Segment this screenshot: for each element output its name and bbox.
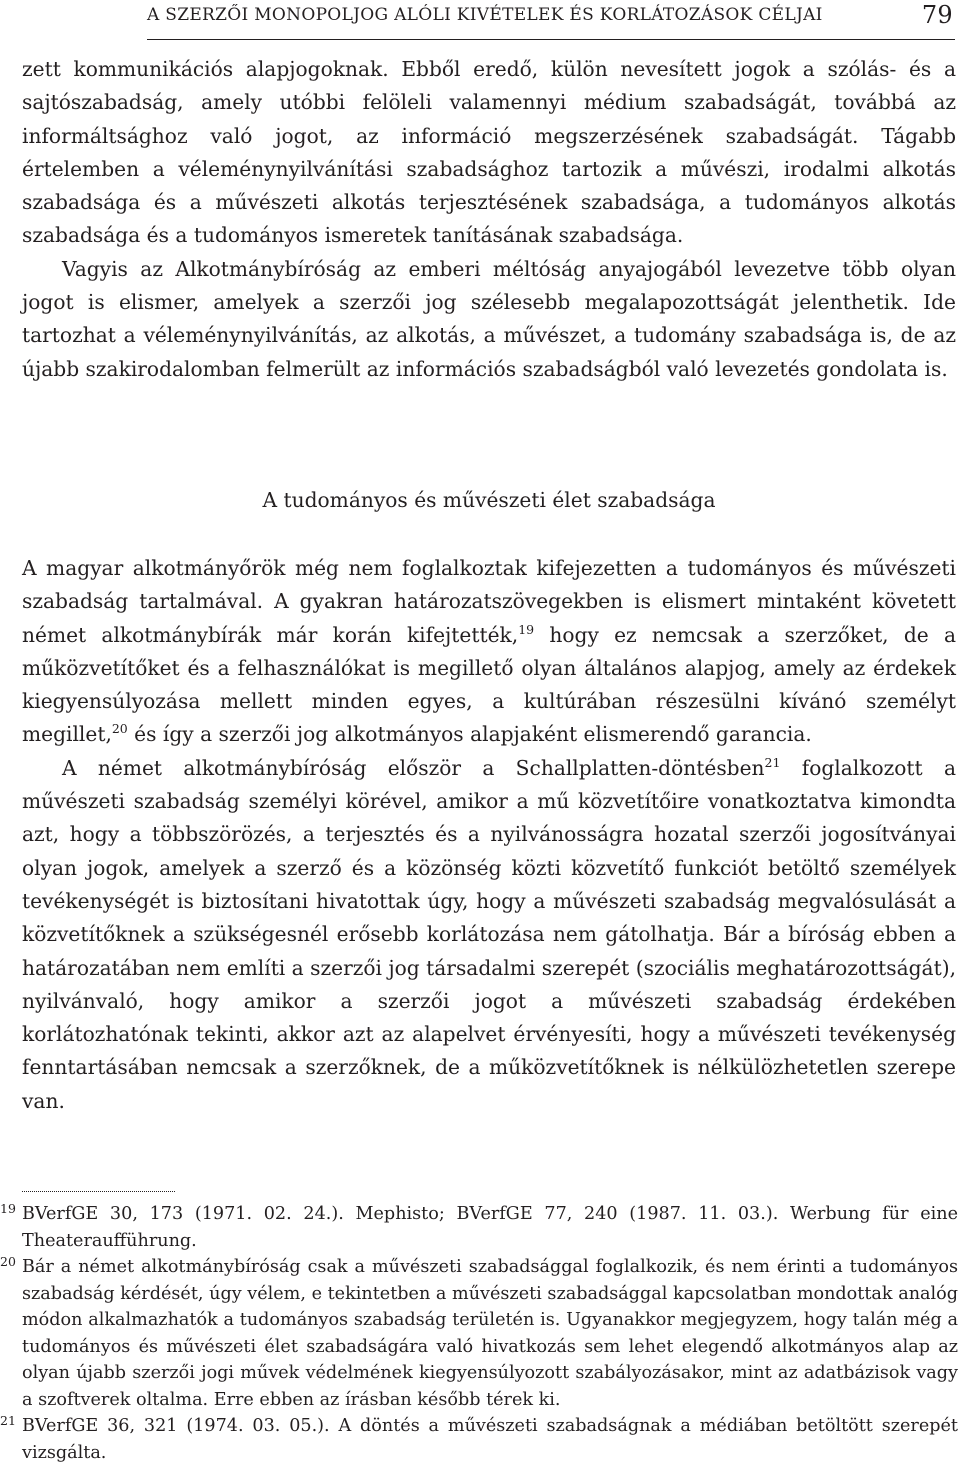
footnote-number: 19 <box>0 1201 16 1216</box>
footnote-text: Bár a német alkotmánybíróság csak a művészeti szabadsággal foglalkozik, és nem érinti a tudományos szabadság kérdését, úgy vélem, e tekintetben a művészeti szabadsággal kapcsolatban mondottak analóg módon alkalmazhatók a tudományos szabadság területén is. Ugyanakkor megjegyzem, hogy talán még a tudományos és művészeti élet szabadságára való hivatkozás sem lehet elegendő alkotmányos alap az olyan újabb szerzői jogi művek védelmének kiegyensúlyozott szabályozásakor, mint az adatbázisok vagy a szoftverek oltalma. Erre ebben az írásban később térek ki. <box>22 1257 958 1410</box>
footnote-19 <box>0 1201 958 1254</box>
footnotes <box>0 1201 958 1466</box>
footnote-number: 20 <box>0 1254 16 1269</box>
footnote-text: BVerfGE 30, 173 (1971. 02. 24.). Mephisto; BVerfGE 77, 240 (1987. 11. 03.). Werbung für eine Theateraufführung. <box>22 1204 958 1251</box>
footnote-number: 21 <box>0 1413 16 1428</box>
paragraph-3-part-a: A magyar alkotmányőrök még nem foglalkoztak kifejezetten a tudományos és művészeti szabadság tartalmával. A gyakran határozatszövegekben is elismert mintaként követett német alkotmánybírák már korán kifejtették, <box>22 556 956 647</box>
footnote-separator <box>22 1191 175 1192</box>
paragraph-2: Vagyis az Alkotmánybíróság az emberi méltóság anyajogából levezetve több olyan jogot is elismer, amelyek a szerzői jog szélesebb megalapozottságát jelenthetik. Ide tartozhat a véleménynyilvánítás, az alkotás, a művészet, a tudomány szabadsága is, de az újabb szakirodalomban felmerült az információs szabadságból való levezetés gondolata is. <box>22 256 956 381</box>
running-header <box>147 2 955 32</box>
paragraph-4-part-a: A német alkotmánybíróság először a Schallplatten-döntésben <box>62 755 765 780</box>
footnote-ref-20[interactable]: 20 <box>111 721 128 737</box>
paragraph-4-part-b: foglalkozott a művészeti szabadság személyi körével, amikor a mű közvetítőire vonatkoztatva kimondta azt, hogy a többszörözés, a terjesztés és a nyilvánosságra hozatal szerzői jogosítványai olyan jogok, amelyek a szerző és a közönség közti közvetítő funkciót betöltő személyek tevékenységét is biztosítani hivatottak úgy, hogy a művészeti szabadság megvalósulását a közvetítőknek a szükségesnél erősebb korlátozása nem gátolhatja. Bár a bíróság ebben a határozatában nem említi a szerzői jog társadalmi szerepét (szociális meghatározottságát), nyilvánvaló, hogy amikor a szerzői jogot a művészeti szabadság érdekében korlátozhatónak tekinti, akkor azt az alapelvet érvényesíti, hogy a művészeti tevékenység fenntartásában nemcsak a szerzőknek, de a műközvetítőknek is nélkülözhetetlen szerepe van. <box>22 755 956 1113</box>
page-number: 79 <box>921 1 953 29</box>
footnote-21 <box>0 1413 958 1466</box>
paragraph-3 <box>22 552 956 752</box>
section-heading: A tudományos és művészeti élet szabadsága <box>262 488 716 512</box>
running-title: A SZERZŐI MONOPOLJOG ALÓLI KIVÉTELEK ÉS KORLÁTOZÁSOK CÉLJAI <box>147 5 823 25</box>
paragraph-3-part-b: hogy ez nemcsak a szerzőket, de a műközvetítőket és a felhasználókat is megillető olyan általános alapjog, amely az érdekek kiegyensúlyozása mellett minden egyes, a kultúrában részesülni kívánó személyt megillet, <box>22 622 957 747</box>
footnote-20 <box>0 1254 958 1413</box>
paragraph-3-part-c: és így a szerzői jog alkotmányos alapjaként elismerendő garancia. <box>127 722 812 747</box>
body-block-1 <box>22 53 956 386</box>
paragraph-4 <box>22 752 956 1118</box>
body-block-2 <box>22 552 956 1118</box>
footnote-ref-21[interactable]: 21 <box>764 754 781 770</box>
footnote-text: BVerfGE 36, 321 (1974. 03. 05.). A döntés a művészeti szabadságnak a médiában betöltött szerepét vizsgálta. <box>22 1416 958 1463</box>
paragraph-1: zett kommunikációs alapjogoknak. Ebből eredő, külön nevesített jogok a szólás- és a sajtószabadság, amely utóbbi felöleli valamennyi médium szabadságát, továbbá az informáltsághoz való jogot, az információ megszerzésének szabadságát. Tágabb értelemben a véleménynyilvánítási szabadsághoz tartozik a művészi, irodalmi alkotás szabadsága és a művészeti alkotás terjesztésének szabadsága, a tudományos alkotás szabadsága és a tudományos ismeretek tanításának szabadsága. <box>22 57 956 248</box>
header-rule <box>147 39 955 40</box>
footnote-ref-19[interactable]: 19 <box>518 621 535 637</box>
